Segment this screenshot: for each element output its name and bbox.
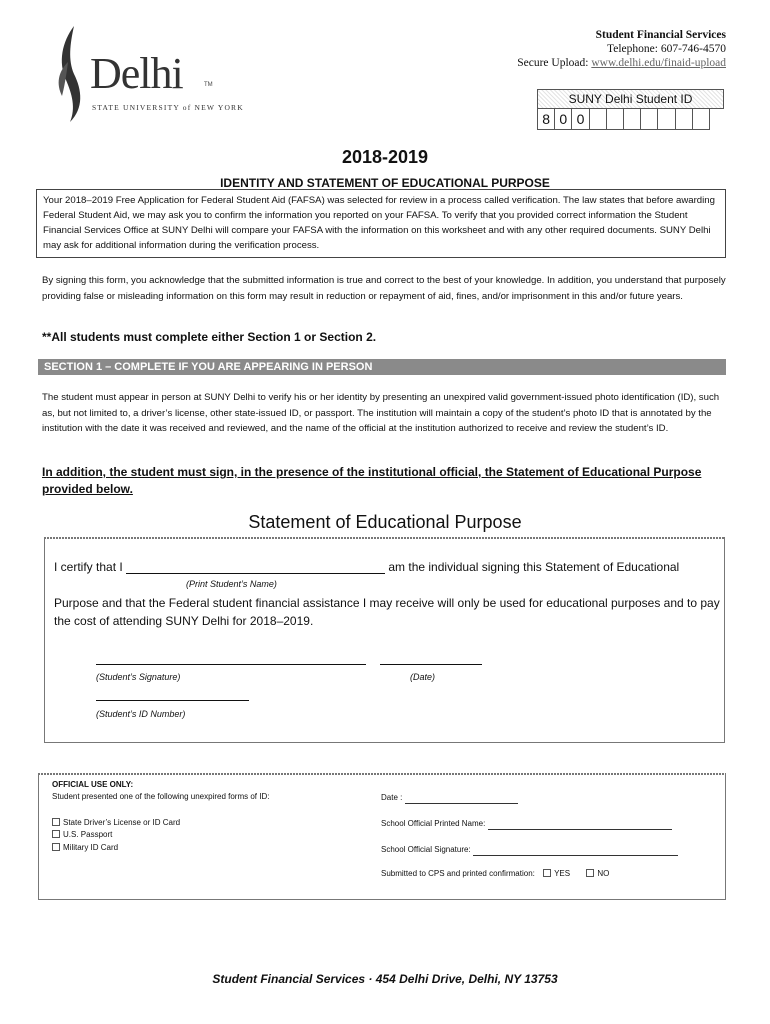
- official-heading: OFFICIAL USE ONLY:: [52, 780, 134, 789]
- student-id-digit[interactable]: 0: [555, 109, 572, 130]
- student-id-digit[interactable]: [641, 109, 658, 130]
- cps-submitted-label: Submitted to CPS and printed confirmation:: [381, 869, 538, 878]
- official-printed-name-field[interactable]: [488, 821, 672, 830]
- official-printed-name-label: School Official Printed Name:: [381, 819, 488, 828]
- student-id-digit[interactable]: [676, 109, 693, 130]
- student-id-digit[interactable]: [590, 109, 607, 130]
- date-label: (Date): [410, 672, 436, 682]
- yes-label: YES: [554, 869, 571, 878]
- student-signature-field[interactable]: [96, 664, 366, 665]
- student-id-digit[interactable]: 0: [572, 109, 589, 130]
- secure-upload: [517, 56, 726, 70]
- logo-subtitle: STATE UNIVERSITY of NEW YORK: [92, 103, 244, 112]
- purpose-text: Purpose and that the Federal student financial assistance I may receive will only be used for educational purposes and to pay the cost of attending SUNY Delhi for 2018–2019.: [54, 596, 720, 628]
- official-date-label: Date :: [381, 793, 405, 802]
- upload-link[interactable]: www.delhi.edu/finaid-upload: [591, 57, 726, 69]
- signature-label: (Student’s Signature): [96, 672, 181, 682]
- all-students-note: **All students must complete either Section 1 or Section 2.: [42, 330, 377, 344]
- official-presented-text: Student presented one of the following unexpired forms of ID:: [52, 792, 270, 801]
- id-number-label: (Student’s ID Number): [96, 709, 186, 719]
- yes-checkbox-icon[interactable]: [543, 869, 551, 877]
- section1-body: The student must appear in person at SUNY Delhi to verify his or her identity by presenting an unexpired valid government-issued photo identification (ID), such as, but not limited to, a driver’s license, other state-issued ID, or passport. The institution will maintain a copy of the student’s photo ID that is annotated by the institution with the date it was received and reviewed, and the name of the official at the institution authorized to receive and review the student’s ID.: [42, 392, 720, 434]
- acknowledgement-text: By signing this form, you acknowledge that the submitted information is true and correct to the best of your knowledge. In addition, you understand that purposely providing false or misleading information on this form may result in reduction or repayment of aid, fines, and/or imprisonment in this and/or future years.: [42, 275, 726, 302]
- student-id-digit[interactable]: 8: [538, 109, 555, 130]
- option-military-id[interactable]: [52, 842, 118, 854]
- section1-header: SECTION 1 – COMPLETE IF YOU ARE APPEARING IN PERSON: [38, 359, 726, 375]
- date-field[interactable]: [380, 664, 482, 665]
- student-id-digit[interactable]: [624, 109, 641, 130]
- option-label: State Driver’s License or ID Card: [63, 818, 181, 827]
- option-label: Military ID Card: [63, 843, 119, 852]
- telephone: Telephone: 607-746-4570: [607, 43, 726, 55]
- print-name-field[interactable]: [126, 561, 385, 574]
- student-id-digit[interactable]: [658, 109, 675, 130]
- official-signature-field[interactable]: [473, 847, 678, 856]
- certify-suffix: am the individual signing this Statement of Educational: [385, 560, 680, 574]
- student-id-digit[interactable]: [607, 109, 624, 130]
- print-name-label: (Print Student’s Name): [186, 579, 277, 589]
- option-drivers-license[interactable]: [52, 817, 180, 829]
- form-year: 2018-2019: [341, 147, 429, 167]
- checkbox-icon[interactable]: [52, 818, 60, 826]
- checkbox-icon[interactable]: [52, 830, 60, 838]
- official-date-row: [381, 792, 518, 804]
- footer-address: Student Financial Services · 454 Delhi Drive, Delhi, NY 13753: [212, 972, 558, 986]
- official-date-field[interactable]: [405, 795, 518, 804]
- certify-prefix: I certify that I: [54, 560, 127, 574]
- logo-wordmark: Delhi: [90, 49, 183, 98]
- checkbox-icon[interactable]: [52, 843, 60, 851]
- statement-title: Statement of Educational Purpose: [248, 512, 522, 532]
- no-checkbox-icon[interactable]: [586, 869, 594, 877]
- intro-box: Your 2018–2019 Free Application for Federal Student Aid (FAFSA) was selected for review in a process called verification. The law states that before awarding Federal Student Aid, we may ask you to confirm the information you reported on your FAFSA. To verify that you provided correct information the Student Financial Services Office at SUNY Delhi will compare your FAFSA with the information on this worksheet and with any other required documents. SUNY Delhi may ask for additional information during the verification process.: [36, 189, 726, 258]
- official-printed-name-row: [381, 818, 672, 830]
- student-id-label: SUNY Delhi Student ID: [537, 89, 724, 109]
- logo-trademark: TM: [204, 82, 213, 88]
- contact-block: [517, 28, 726, 70]
- option-passport[interactable]: [52, 829, 112, 841]
- office-name: Student Financial Services: [595, 29, 726, 41]
- upload-label: Secure Upload:: [517, 57, 592, 69]
- official-signature-label: School Official Signature:: [381, 845, 473, 854]
- no-label: NO: [597, 869, 610, 878]
- official-signature-row: [381, 844, 678, 856]
- form-subtitle: IDENTITY AND STATEMENT OF EDUCATIONAL PURPOSE: [220, 176, 550, 190]
- student-id-digit[interactable]: [693, 109, 710, 130]
- cps-submitted-row: [381, 868, 609, 880]
- section1-in-addition: In addition, the student must sign, in the presence of the institutional official, the Statement of Educational Purpose provided below.: [42, 465, 702, 496]
- student-id-box: [537, 89, 724, 130]
- student-id-number-field[interactable]: [96, 700, 249, 701]
- student-id-cells: [537, 109, 724, 130]
- option-label: U.S. Passport: [63, 830, 113, 839]
- certify-line: [54, 560, 679, 574]
